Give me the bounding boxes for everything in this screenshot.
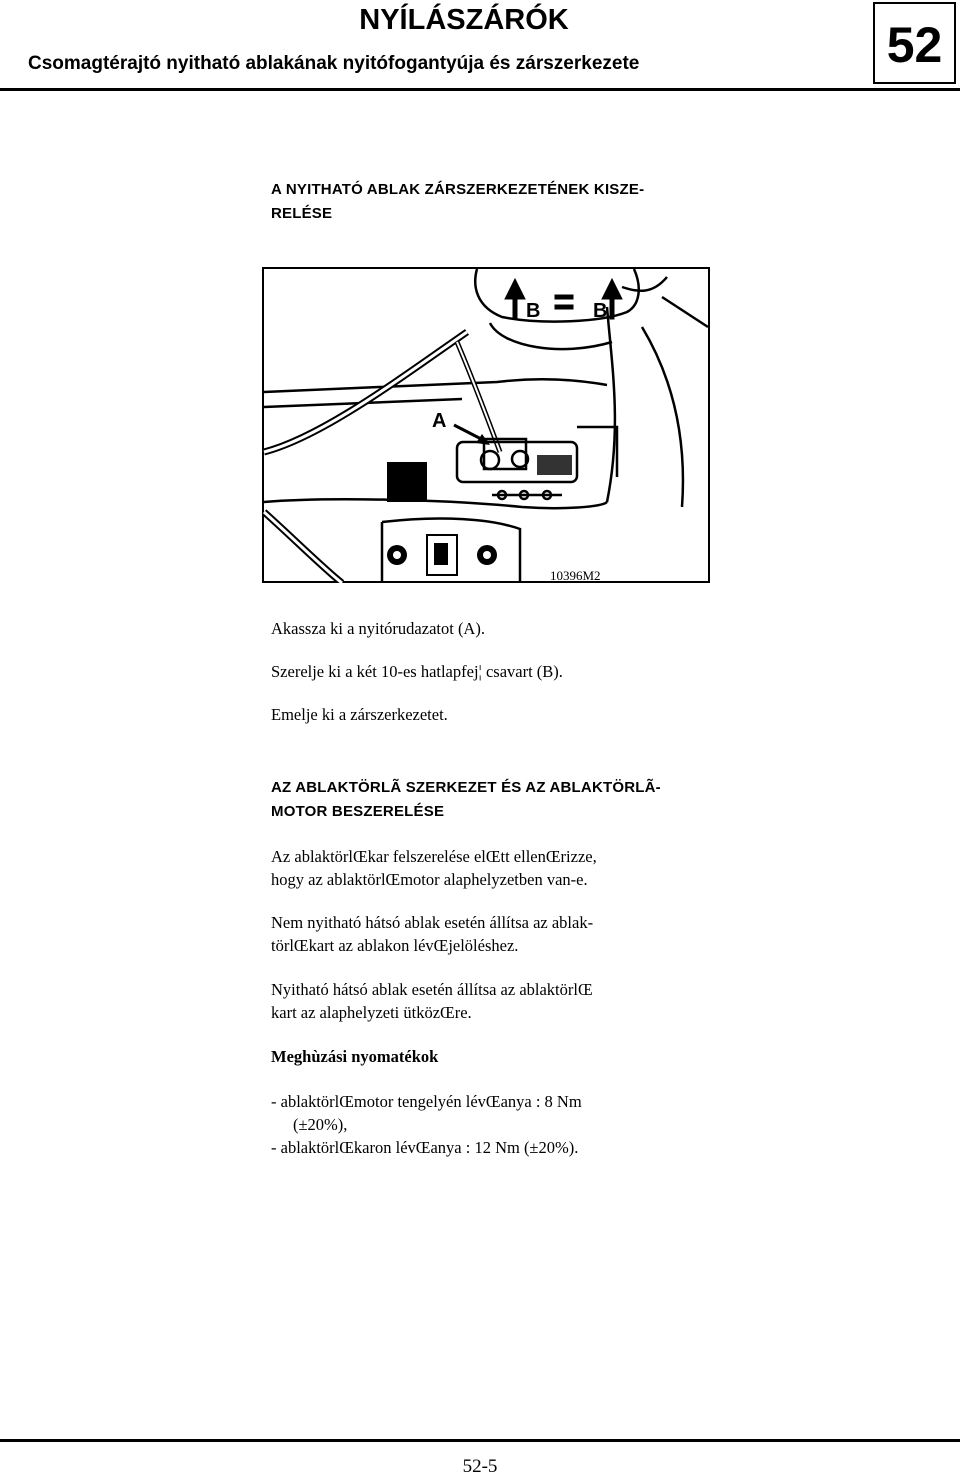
paragraph-check-motor (271, 845, 597, 891)
paragraph-opening-window (271, 978, 593, 1024)
paragraph-line: hogy az ablaktörlŒmotor alaphelyzetben van-e. (271, 870, 588, 889)
paragraph-line: Nyitható hátsó ablak esetén állítsa az ablaktörlŒ (271, 980, 593, 999)
paragraph-line: Az ablaktörlŒkar felszerelése elŒtt ellenŒrizze, (271, 847, 597, 866)
paragraph-fixed-window (271, 911, 593, 957)
figure-reference: 10396M2 (550, 568, 601, 583)
torque-heading: Meghùzási nyomatékok (271, 1047, 439, 1066)
page-subtitle: Csomagtérajtó nyitható ablakának nyitófogantyúja és zárszerkezete (28, 53, 640, 74)
paragraph-line: kart az alaphelyzeti ütközŒre. (271, 1003, 472, 1022)
section-heading-line: RELÉSE (271, 205, 333, 222)
section-heading-line: AZ ABLAKTÖRLÃ SZERKEZET ÉS AZ ABLAKTÖRLÃ- (271, 779, 661, 796)
page-number: 52-5 (462, 1456, 498, 1477)
section-heading-wiper-install (271, 776, 661, 824)
section-heading-lock-removal (271, 178, 644, 226)
paragraph-line: Nem nyitható hátsó ablak esetén állítsa az ablak- (271, 913, 594, 932)
footer-rule (0, 1439, 960, 1442)
torque-item: - ablaktörlŒmotor tengelyén lévŒanya : 8 Nm (271, 1092, 582, 1111)
step-lift-lock: Emelje ki a zárszerkezetet. (271, 705, 448, 724)
step-remove-bolts: Szerelje ki a két 10-es hatlapfej¦ csavart (B). (271, 662, 563, 681)
callout-b-right: B (593, 300, 608, 322)
callout-b-left: B (526, 300, 541, 322)
torque-item: - ablaktörlŒkaron lévŒanya : 12 Nm (±20%). (271, 1138, 579, 1157)
section-heading-line: MOTOR BESZERELÉSE (271, 803, 445, 820)
paragraph-line: törlŒkart az ablakon lévŒjelöléshez. (271, 936, 519, 955)
step-unhook-rod: Akassza ki a nyitórudazatot (A). (271, 619, 485, 638)
header-rule (0, 88, 960, 91)
page-title: NYÍLÁSZÁRÓK (359, 4, 569, 36)
torque-item-continuation: (±20%), (293, 1115, 348, 1134)
torque-list (271, 1090, 582, 1159)
chapter-number-box: 52 (873, 2, 956, 84)
lock-mechanism-figure (262, 267, 710, 583)
section-heading-line: A NYITHATÓ ABLAK ZÁRSZERKEZETÉNEK KISZE- (271, 181, 645, 198)
callout-a: A (432, 410, 447, 432)
